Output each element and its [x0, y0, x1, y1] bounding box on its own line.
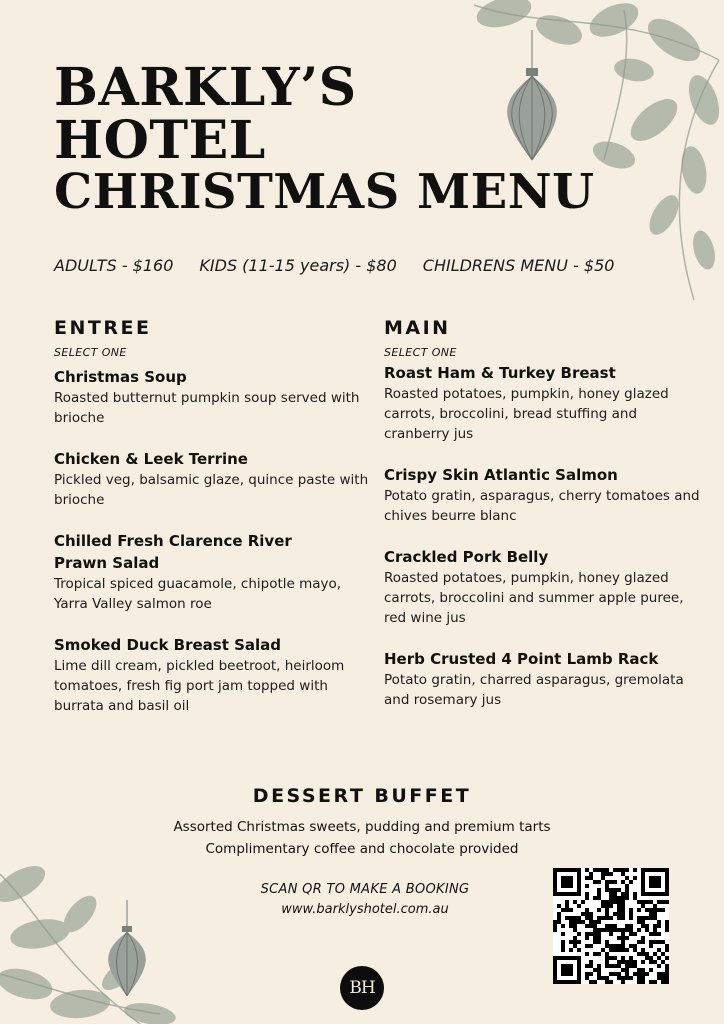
- menu-item: [384, 546, 704, 628]
- dish-name: Chicken & Leek Terrine: [54, 450, 248, 468]
- menu-item: [54, 366, 374, 428]
- ornament-icon: [496, 30, 568, 170]
- menu-item: [384, 464, 704, 526]
- title-line-3: CHRISTMAS MENU: [54, 164, 595, 220]
- title-line-1: BARKLY’S: [54, 57, 357, 118]
- dish-name: Smoked Duck Breast Salad: [54, 636, 282, 654]
- entree-heading: ENTREE: [54, 317, 152, 339]
- qr-code-icon[interactable]: [553, 868, 669, 984]
- dish-description: Roasted potatoes, pumpkin, honey glazed carrots, broccolini, bread stuffing and cranberry jus: [384, 386, 669, 442]
- menu-item: [384, 648, 704, 710]
- dish-description: Tropical spiced guacamole, chipotle mayo, Yarra Valley salmon roe: [54, 576, 342, 612]
- dish-name: Christmas Soup: [54, 368, 187, 386]
- menu-item: [54, 448, 374, 510]
- hotel-logo: BH: [340, 966, 384, 1010]
- menu-item: [384, 362, 704, 444]
- booking-cta: SCAN QR TO MAKE A BOOKING: [260, 882, 470, 897]
- dish-description: Potato gratin, charred asparagus, gremolata and rosemary jus: [384, 672, 684, 708]
- entree-select-one: SELECT ONE: [54, 346, 127, 359]
- price-list: [54, 256, 674, 275]
- dessert-heading: DESSERT BUFFET: [252, 785, 472, 807]
- dessert-section: [0, 784, 724, 860]
- main-select-one: SELECT ONE: [384, 346, 457, 359]
- dish-description: Roasted potatoes, pumpkin, honey glazed carrots, broccolini and summer apple puree, red wine jus: [384, 570, 684, 626]
- menu-item: [54, 530, 342, 614]
- dessert-line-2: Complimentary coffee and chocolate provided: [205, 841, 519, 857]
- dish-description: Lime dill cream, pickled beetroot, heirloom tomatoes, fresh fig port jam topped with burrata and basil oil: [54, 658, 345, 714]
- title-line-2: HOTEL: [54, 110, 266, 171]
- ornament-icon: [100, 900, 154, 1000]
- main-heading: MAIN: [384, 317, 451, 339]
- price-kids: KIDS (11-15 years) - $80: [199, 256, 397, 275]
- dish-name: Chilled Fresh Clarence River Prawn Salad: [54, 532, 292, 572]
- booking-info: [230, 880, 500, 920]
- dish-name: Roast Ham & Turkey Breast: [384, 364, 616, 382]
- dish-description: Potato gratin, asparagus, cherry tomatoes and chives beurre blanc: [384, 488, 700, 524]
- dish-name: Herb Crusted 4 Point Lamb Rack: [384, 650, 659, 668]
- website-link[interactable]: www.barklyshotel.com.au: [281, 902, 449, 917]
- dish-name: Crispy Skin Atlantic Salmon: [384, 466, 618, 484]
- dish-description: Roasted butternut pumpkin soup served with brioche: [54, 390, 360, 426]
- menu-item: [54, 634, 374, 716]
- main-section: [384, 316, 704, 710]
- dessert-line-1: Assorted Christmas sweets, pudding and premium tarts: [173, 819, 551, 835]
- dish-name: Crackled Pork Belly: [384, 548, 549, 566]
- dish-description: Pickled veg, balsamic glaze, quince paste with brioche: [54, 472, 369, 508]
- price-adults: ADULTS - $160: [54, 256, 174, 275]
- price-childrens-menu: CHILDRENS MENU - $50: [422, 256, 615, 275]
- entree-section: [54, 316, 374, 716]
